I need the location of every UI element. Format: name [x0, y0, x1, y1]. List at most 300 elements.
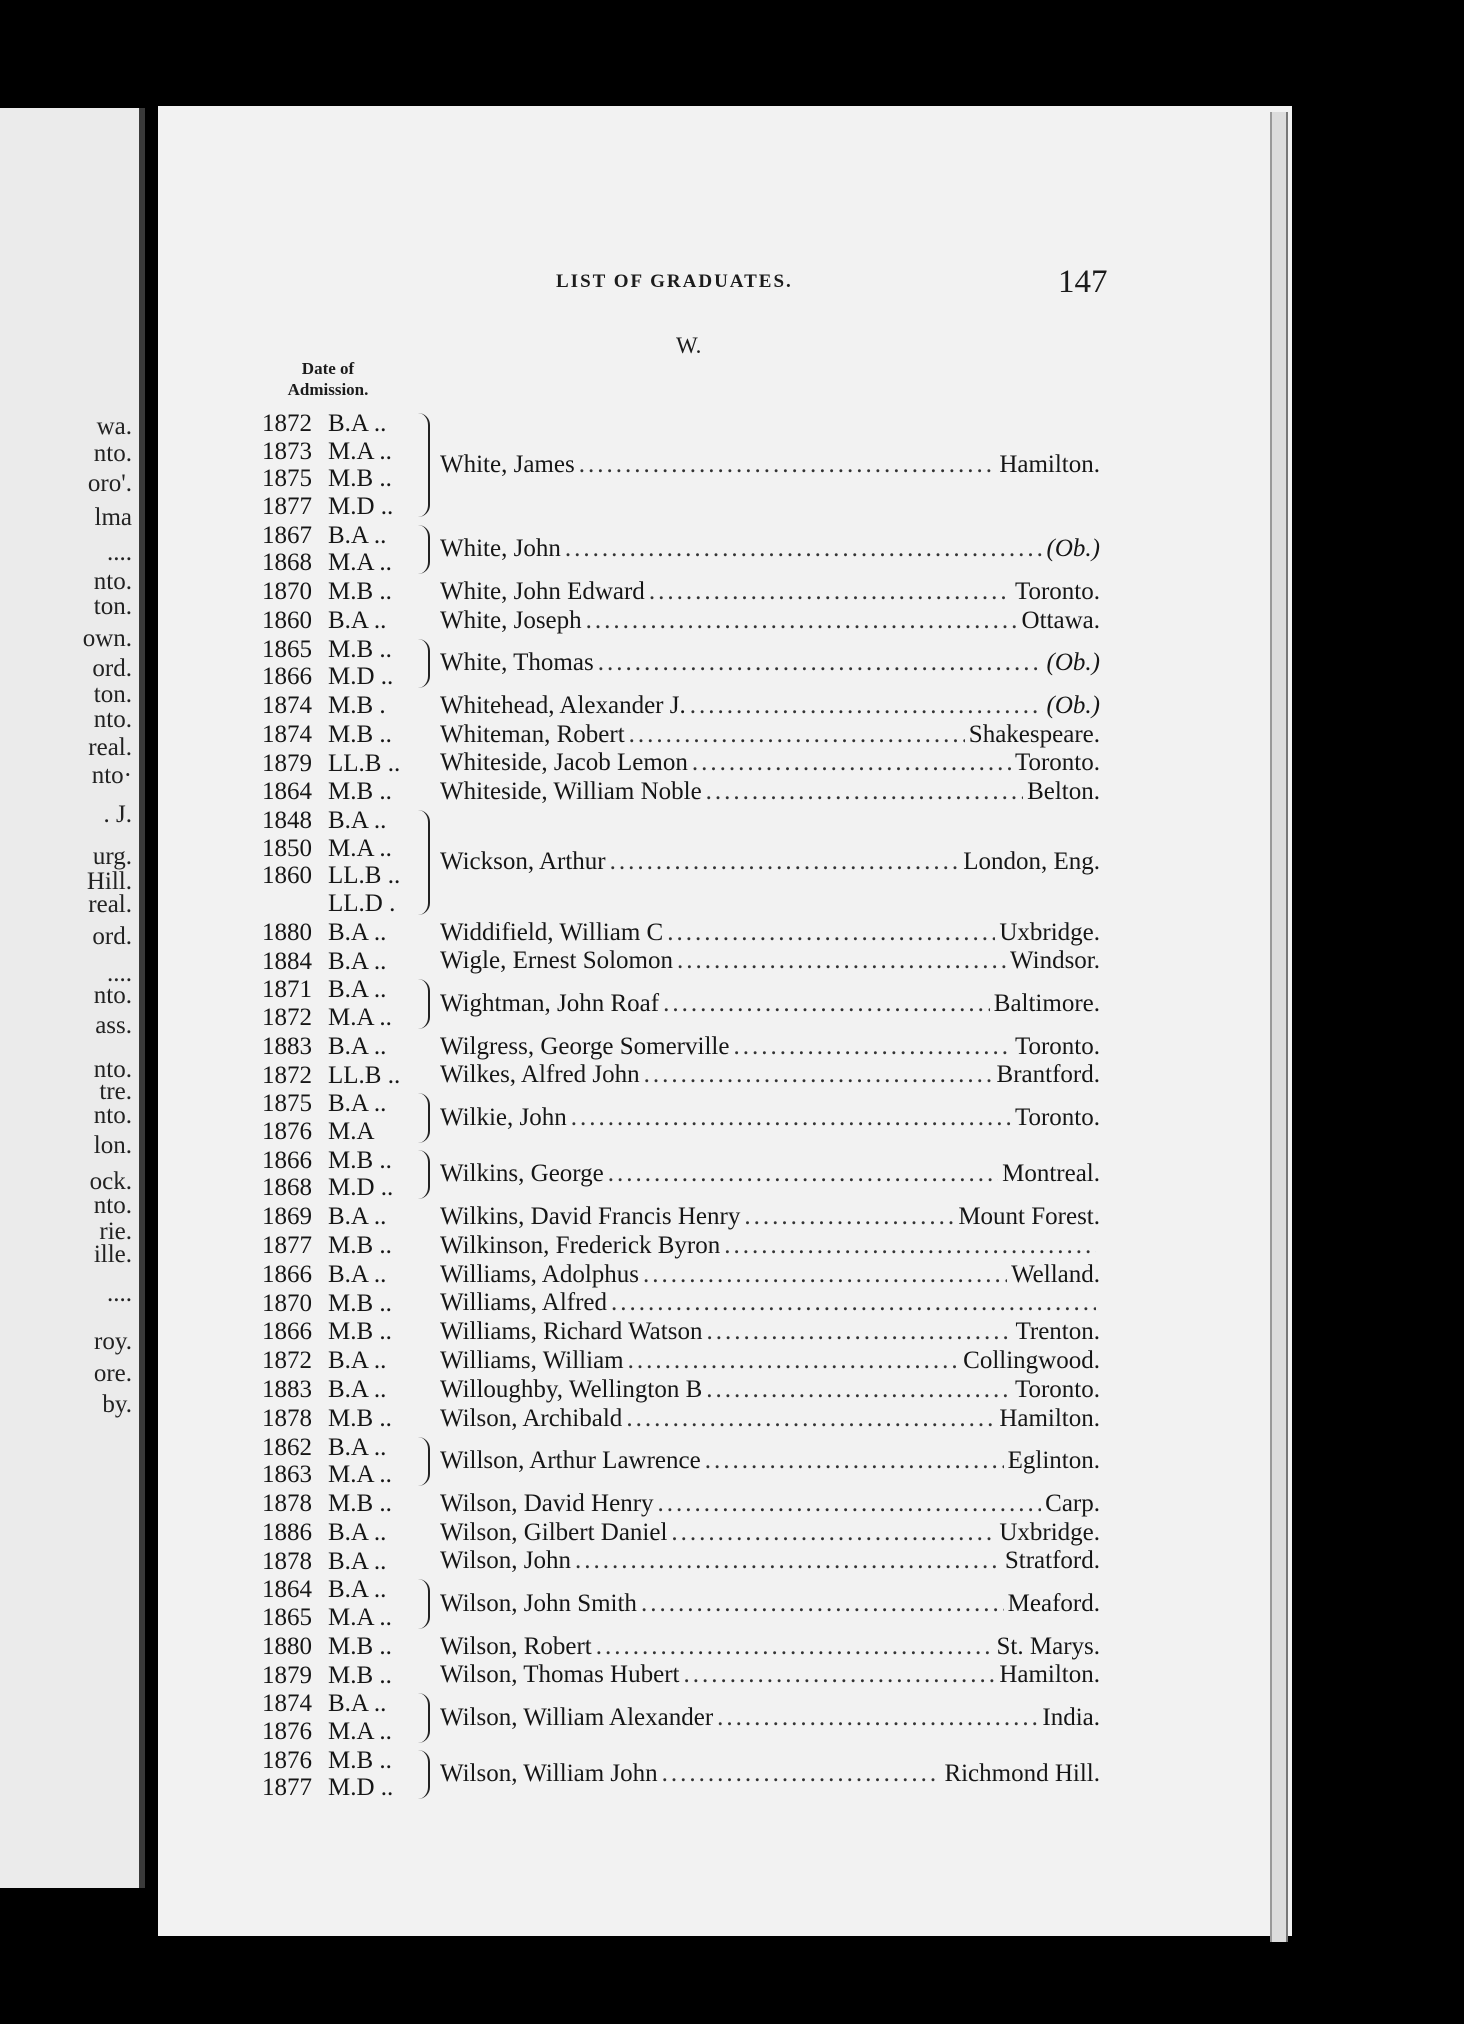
degree: M.D .. — [328, 1774, 394, 1802]
graduate-residence: (Ob.) — [1046, 649, 1100, 677]
graduate-name: Williams, William — [440, 1347, 624, 1374]
graduate-line — [440, 1375, 1100, 1405]
admission-year: 1862 — [262, 1433, 312, 1461]
facing-page-fragment: Hill. — [86, 868, 132, 895]
graduate-line — [440, 720, 1100, 750]
graduate-residence: Eglinton. — [1007, 1447, 1100, 1475]
leader-dots — [662, 1759, 941, 1789]
degree: M.B .. — [328, 1746, 392, 1774]
graduate-line — [440, 1032, 1100, 1062]
graduate-residence: Meaford. — [1007, 1590, 1100, 1617]
grouping-brace — [418, 1579, 430, 1628]
admission-year: 1867 — [262, 521, 312, 549]
graduate-line — [440, 534, 1100, 564]
degree-row — [262, 1548, 422, 1575]
graduate-residence: Uxbridge. — [999, 1518, 1100, 1546]
graduate-residence: (Ob.) — [1046, 691, 1100, 719]
degree: B.A .. — [328, 947, 387, 975]
graduate-name: Williams, Alfred — [440, 1289, 608, 1317]
degree: B.A .. — [328, 976, 387, 1004]
degree-row — [262, 1718, 422, 1745]
leader-dots — [629, 720, 965, 750]
admission-year: 1865 — [262, 635, 312, 663]
degree-row — [262, 807, 422, 834]
degree-row — [262, 1261, 422, 1288]
leader-dots — [579, 450, 996, 480]
degree-row — [262, 1347, 422, 1374]
degree: M.B . — [328, 692, 386, 719]
facing-page-fragment: lma — [94, 504, 132, 531]
degree-row — [262, 1147, 422, 1174]
graduate-name: Widdifield, William C — [440, 918, 664, 946]
admission-year: 1876 — [262, 1718, 312, 1745]
degree-row — [262, 721, 422, 748]
leader-dots — [628, 1346, 960, 1376]
graduate-line — [440, 450, 1100, 480]
graduate-residence: Montreal. — [1002, 1160, 1100, 1188]
leader-dots — [671, 1518, 995, 1548]
graduate-name: Wilson, Gilbert Daniel — [440, 1518, 668, 1546]
graduate-residence: Brantford. — [996, 1061, 1100, 1089]
leader-dots — [683, 1660, 995, 1690]
leader-dots — [677, 946, 1006, 976]
graduate-residence: (Ob.) — [1046, 535, 1100, 563]
degree: B.A .. — [328, 1690, 387, 1718]
degree: M.A .. — [328, 1004, 392, 1031]
leader-dots — [641, 1589, 1004, 1619]
facing-page-fragment: ock. — [89, 1168, 132, 1195]
admission-year: 1877 — [262, 1774, 312, 1802]
degree: B.A .. — [328, 1090, 387, 1118]
degree: M.A .. — [328, 1461, 392, 1489]
leader-dots — [733, 1032, 1011, 1062]
page-number: 147 — [1058, 264, 1108, 300]
graduate-line — [440, 777, 1100, 807]
admission-year: 1875 — [262, 465, 312, 493]
facing-page-fragment: ille. — [93, 1241, 132, 1268]
graduate-residence: Baltimore. — [993, 990, 1100, 1017]
graduate-line — [440, 1317, 1100, 1347]
graduate-line — [440, 577, 1100, 607]
grouping-brace — [418, 1150, 430, 1199]
admission-year: 1875 — [262, 1090, 312, 1118]
degree: B.A .. — [328, 1347, 387, 1375]
grouping-brace — [418, 1750, 430, 1799]
facing-page-fragment: nto. — [93, 1102, 132, 1129]
degree: B.A .. — [328, 1203, 387, 1231]
degree: M.B .. — [328, 578, 392, 605]
admission-year: 1884 — [262, 947, 312, 975]
degree: M.D .. — [328, 492, 394, 520]
degree: M.B .. — [328, 1490, 392, 1517]
degree: M.B .. — [328, 1404, 392, 1432]
facing-page-fragment: ton. — [93, 681, 132, 708]
degree: M.B .. — [328, 1318, 392, 1346]
grouping-brace — [418, 413, 430, 517]
degree: B.A .. — [328, 606, 387, 634]
graduate-name: Wilson, Archibald — [440, 1404, 623, 1432]
admission-year: 1864 — [262, 778, 312, 806]
degree: M.A — [328, 1118, 375, 1145]
leader-dots — [667, 918, 995, 948]
graduate-name: Wilkinson, Frederick Byron — [440, 1231, 721, 1259]
degree-row — [262, 465, 422, 492]
degree-row — [262, 1376, 422, 1403]
graduate-residence: Toronto. — [1014, 577, 1100, 605]
graduate-name: White, Thomas — [440, 649, 594, 677]
facing-page-fragment: nto. — [93, 1192, 132, 1219]
graduate-name: Williams, Adolphus — [440, 1260, 639, 1288]
admission-year: 1866 — [262, 1146, 312, 1174]
degree: M.B .. — [328, 1146, 392, 1174]
graduate-line — [440, 606, 1100, 636]
facing-page-fragment: ass. — [95, 1012, 132, 1039]
degree-row — [262, 1774, 422, 1801]
admission-year: 1860 — [262, 606, 312, 634]
admission-year: 1878 — [262, 1490, 312, 1517]
admission-year: 1880 — [262, 1632, 312, 1660]
graduate-line — [440, 1159, 1100, 1189]
admission-year: 1883 — [262, 1376, 312, 1403]
degree-row — [262, 1174, 422, 1201]
degree: B.A .. — [328, 1433, 387, 1461]
facing-page-fragment: tre. — [99, 1078, 132, 1105]
facing-page-fragment: rie. — [99, 1218, 132, 1245]
leader-dots — [586, 606, 1018, 636]
degree: B.A .. — [328, 1032, 387, 1060]
leader-dots — [565, 534, 1043, 564]
leader-dots — [611, 1288, 1096, 1318]
facing-page-fragment: nto. — [93, 1056, 132, 1083]
degree: M.D .. — [328, 663, 394, 691]
degree: B.A .. — [328, 1518, 387, 1546]
degree-row — [262, 1690, 422, 1717]
graduate-name: Whiteside, Jacob Lemon — [440, 749, 688, 777]
degree: LL.B .. — [328, 862, 401, 890]
degree: M.A .. — [328, 549, 392, 577]
graduate-line — [440, 1231, 1100, 1261]
admission-year: 1872 — [262, 410, 312, 437]
facing-page-fragment: . J. — [103, 801, 132, 828]
graduate-residence: Uxbridge. — [999, 918, 1100, 946]
admission-year: 1863 — [262, 1461, 312, 1489]
degree: M.A .. — [328, 437, 392, 465]
facing-page-fragment: roy. — [94, 1328, 132, 1355]
degree-row — [262, 1434, 422, 1461]
admission-year: 1879 — [262, 1661, 312, 1689]
degree-row — [262, 750, 422, 777]
leader-dots — [692, 748, 1011, 778]
admission-year: 1866 — [262, 663, 312, 691]
degree: M.B .. — [328, 1289, 392, 1317]
graduate-line — [440, 1288, 1100, 1318]
leader-dots — [596, 1632, 993, 1662]
degree-row — [262, 1633, 422, 1660]
degree: M.B .. — [328, 635, 392, 663]
degree: M.A .. — [328, 834, 392, 862]
graduate-name: Whitehead, Alexander J. — [440, 691, 686, 719]
degree-row — [262, 1405, 422, 1432]
facing-page-fragment: nto. — [93, 440, 132, 467]
leader-dots — [690, 691, 1043, 721]
admission-year: 1877 — [262, 1232, 312, 1259]
graduate-line — [440, 1589, 1100, 1619]
leader-dots — [724, 1231, 1096, 1261]
degree-row — [262, 778, 422, 805]
graduate-residence: Carp. — [1045, 1489, 1100, 1517]
graduate-name: Wilson, David Henry — [440, 1489, 654, 1517]
graduate-line — [440, 918, 1100, 948]
admission-year: 1866 — [262, 1260, 312, 1288]
graduate-line — [440, 1632, 1100, 1662]
admission-year: 1872 — [262, 1347, 312, 1375]
degree-row — [262, 1232, 422, 1259]
degree: B.A .. — [328, 1576, 387, 1604]
graduate-line — [440, 1202, 1100, 1232]
degree-row — [262, 1090, 422, 1117]
degree-row — [262, 493, 422, 520]
degree-row — [262, 1490, 422, 1517]
degree-row — [262, 522, 422, 549]
degree-row — [262, 1519, 422, 1546]
admission-year: 1864 — [262, 1576, 312, 1604]
graduate-name: Wilkie, John — [440, 1104, 567, 1131]
graduate-residence: Hamilton. — [999, 1661, 1100, 1689]
facing-page-fragment: ord. — [92, 923, 132, 950]
graduate-residence: Richmond Hill. — [944, 1760, 1100, 1788]
leader-dots — [744, 1202, 954, 1232]
facing-page-fragment: nto. — [93, 982, 132, 1009]
admission-year: 1880 — [262, 918, 312, 946]
graduate-residence: Ottawa. — [1021, 606, 1100, 634]
admission-year: 1873 — [262, 437, 312, 465]
degree-row — [262, 438, 422, 465]
admission-year: 1870 — [262, 1289, 312, 1317]
degree-row — [262, 1576, 422, 1603]
degree: B.A .. — [328, 918, 387, 946]
graduate-line — [440, 1260, 1100, 1290]
graduate-name: Williams, Richard Watson — [440, 1318, 703, 1346]
facing-page-fragment: ton. — [93, 593, 132, 620]
graduate-name: Willson, Arthur Lawrence — [440, 1447, 701, 1475]
leader-dots — [626, 1404, 995, 1434]
leader-dots — [717, 1703, 1038, 1733]
leader-dots — [610, 847, 960, 877]
facing-page-fragment: urg. — [92, 843, 132, 870]
graduate-name: Whiteman, Robert — [440, 720, 625, 748]
admission-year: 1868 — [262, 549, 312, 577]
graduate-residence: St. Marys. — [996, 1632, 1100, 1660]
graduate-residence: Shakespeare. — [968, 720, 1100, 748]
admission-year: 1877 — [262, 492, 312, 520]
graduate-name: Wilkins, George — [440, 1160, 604, 1188]
graduate-line — [440, 1518, 1100, 1548]
grouping-brace — [418, 1437, 430, 1486]
degree: B.A .. — [328, 807, 387, 835]
graduate-line — [440, 946, 1100, 976]
graduate-residence: Windsor. — [1010, 947, 1100, 975]
degree-row — [262, 835, 422, 862]
admission-year: 1850 — [262, 834, 312, 862]
leader-dots — [705, 1446, 1004, 1476]
graduate-name: Wilson, John — [440, 1547, 571, 1575]
grouping-brace — [418, 1693, 430, 1742]
grouping-brace — [418, 979, 430, 1028]
degree-row — [262, 1062, 422, 1089]
degree-row — [262, 607, 422, 634]
degree-row — [262, 1290, 422, 1317]
degree-row — [262, 862, 422, 889]
facing-page-fragment: .... — [107, 539, 132, 566]
degree-row — [262, 1203, 422, 1230]
graduate-line — [440, 691, 1100, 721]
graduate-residence: Trenton. — [1015, 1318, 1100, 1346]
admission-year: 1876 — [262, 1746, 312, 1774]
column-heading-date-of-admission: Date of Admission. — [287, 359, 369, 399]
leader-dots — [706, 777, 1023, 807]
graduate-name: Wigle, Ernest Solomon — [440, 947, 673, 975]
degree: M.B .. — [328, 465, 392, 493]
admission-year: 1874 — [262, 1690, 312, 1718]
degree: M.B .. — [328, 720, 392, 748]
graduate-residence: Toronto. — [1014, 1032, 1100, 1060]
graduate-line — [440, 1546, 1100, 1576]
facing-page-fragment: oro'. — [87, 470, 132, 497]
degree-row — [262, 976, 422, 1003]
graduate-name: Wilson, William Alexander — [440, 1704, 714, 1731]
graduate-residence: Hamilton. — [999, 1404, 1100, 1432]
graduate-residence: Welland. — [1011, 1260, 1100, 1288]
admission-year: 1874 — [262, 720, 312, 748]
leader-dots — [571, 1103, 1011, 1133]
graduate-residence: Toronto. — [1014, 1104, 1100, 1131]
running-title: LIST OF GRADUATES. — [556, 271, 793, 292]
degree-row — [262, 1747, 422, 1774]
degree: M.B .. — [328, 1632, 392, 1660]
graduate-name: White, John Edward — [440, 577, 645, 605]
leader-dots — [658, 1489, 1042, 1519]
admission-year: 1872 — [262, 1004, 312, 1031]
admission-year: 1874 — [262, 692, 312, 719]
degree-row — [262, 1461, 422, 1488]
admission-year: 1871 — [262, 976, 312, 1004]
degree: B.A .. — [328, 1376, 387, 1403]
degree: B.A .. — [328, 1547, 387, 1575]
graduate-name: Wightman, John Roaf — [440, 990, 660, 1017]
graduate-residence: Collingwood. — [963, 1347, 1100, 1374]
graduate-name: White, Joseph — [440, 606, 582, 634]
graduate-residence: Hamilton. — [999, 451, 1100, 479]
degree: M.B .. — [328, 1661, 392, 1689]
degree: M.A .. — [328, 1718, 392, 1745]
degree: M.A .. — [328, 1604, 392, 1631]
facing-page-fragment: nto. — [93, 568, 132, 595]
facing-page-fragment: own. — [82, 625, 132, 652]
graduate-name: Willoughby, Wellington B — [440, 1375, 703, 1403]
degree-row — [262, 692, 422, 719]
leader-dots — [598, 648, 1043, 678]
degree: M.D .. — [328, 1174, 394, 1202]
degree-row — [262, 1662, 422, 1689]
graduate-line — [440, 1404, 1100, 1434]
degree-row — [262, 1033, 422, 1060]
graduate-name: Wilson, Robert — [440, 1632, 592, 1660]
grouping-brace — [418, 1093, 430, 1142]
graduate-residence: India. — [1042, 1704, 1100, 1731]
graduate-residence: Toronto. — [1014, 749, 1100, 777]
admission-year: 1886 — [262, 1518, 312, 1546]
graduate-residence: London, Eng. — [963, 848, 1100, 876]
degree-row — [262, 1004, 422, 1031]
graduate-name: Wilgress, George Somerville — [440, 1032, 730, 1060]
graduate-residence: Belton. — [1027, 778, 1100, 806]
graduate-line — [440, 1346, 1100, 1376]
admission-year: 1869 — [262, 1203, 312, 1231]
facing-page-fragment: nto. — [93, 706, 132, 733]
leader-dots — [706, 1317, 1011, 1347]
graduate-name: White, John — [440, 535, 561, 563]
graduate-line — [440, 1489, 1100, 1519]
graduate-line — [440, 1103, 1100, 1133]
degree: LL.D . — [328, 890, 396, 917]
graduate-line — [440, 989, 1100, 1019]
facing-page-fragment: lon. — [93, 1132, 132, 1159]
section-letter: W. — [676, 333, 702, 358]
graduate-name: Wilson, Thomas Hubert — [440, 1661, 680, 1689]
admission-year: 1868 — [262, 1174, 312, 1202]
graduate-residence: Toronto. — [1014, 1375, 1100, 1403]
facing-page-fragment: nto· — [91, 762, 132, 789]
facing-page-fragment: by. — [102, 1391, 132, 1418]
degree: B.A .. — [328, 1260, 387, 1288]
degree-row — [262, 578, 422, 605]
leader-dots — [575, 1546, 1001, 1576]
admission-year: 1872 — [262, 1061, 312, 1089]
degree: M.B .. — [328, 778, 392, 806]
degree-row — [262, 636, 422, 663]
degree-row — [262, 919, 422, 946]
graduate-residence: Stratford. — [1004, 1547, 1100, 1575]
degree-row — [262, 1604, 422, 1631]
graduate-name: Wilkins, David Francis Henry — [440, 1203, 741, 1230]
graduate-line — [440, 1660, 1100, 1690]
graduate-line — [440, 1759, 1100, 1789]
degree: LL.B .. — [328, 749, 401, 777]
degree-row — [262, 663, 422, 690]
admission-year: 1883 — [262, 1032, 312, 1060]
facing-page-fragment: real. — [88, 891, 132, 918]
degree-row — [262, 410, 422, 437]
facing-page-fragment: .... — [107, 960, 132, 987]
graduate-name: Wilkes, Alfred John — [440, 1061, 640, 1089]
graduate-name: White, James — [440, 451, 575, 479]
degree: LL.B .. — [328, 1061, 401, 1089]
admission-year: 1878 — [262, 1404, 312, 1432]
degree-row — [262, 549, 422, 576]
degree-row — [262, 890, 422, 917]
leader-dots — [608, 1159, 998, 1189]
graduate-line — [440, 1446, 1100, 1476]
admission-year: 1870 — [262, 578, 312, 605]
graduate-line — [440, 748, 1100, 778]
admission-year: 1878 — [262, 1547, 312, 1575]
degree-row — [262, 1118, 422, 1145]
grouping-brace — [418, 525, 430, 574]
leader-dots — [649, 577, 1011, 607]
facing-page-fragment: real. — [88, 734, 132, 761]
facing-page-fragment: ore. — [93, 1360, 132, 1387]
leader-dots — [644, 1060, 993, 1090]
